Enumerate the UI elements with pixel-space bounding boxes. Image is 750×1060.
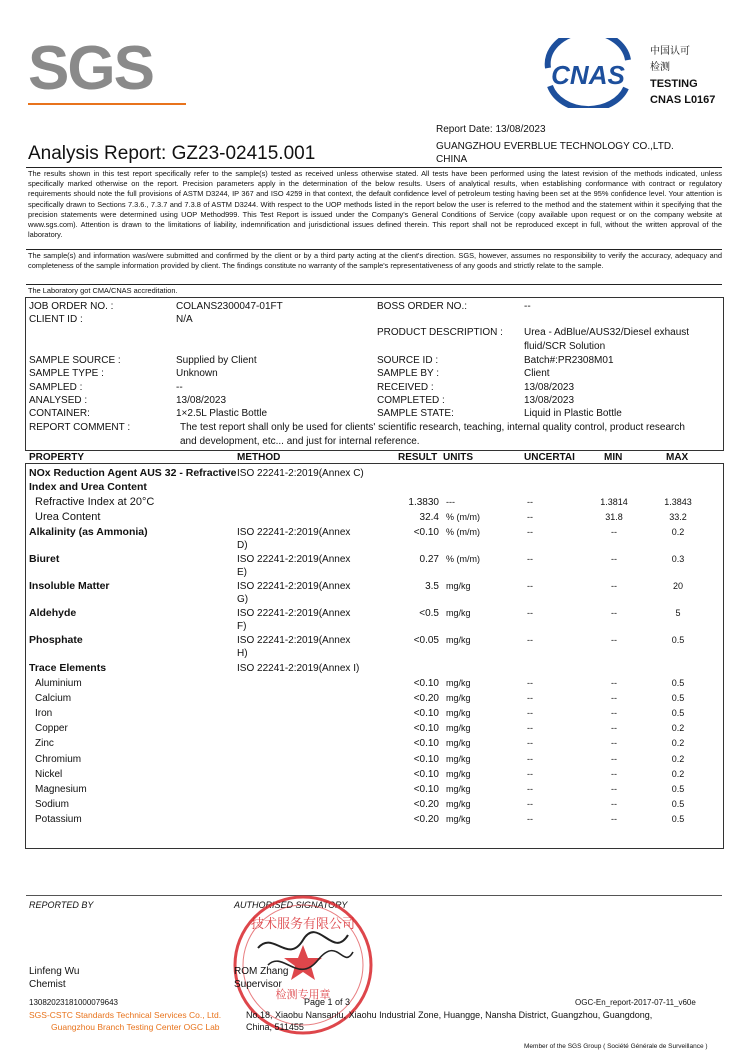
method-cell-cont: D) [237,540,248,551]
group-method: ISO 22241-2:2019(Annex C) [237,468,364,479]
reporter-title: Chemist [29,979,66,990]
units-cell: mg/kg [446,678,471,688]
report-date: Report Date: 13/08/2023 [436,124,546,135]
property-cell: Nickel [35,768,63,780]
col-header-result: RESULT [398,452,438,463]
cnas-cn1: 中国认可 [650,46,690,57]
max-cell: 0.3 [671,554,685,564]
max-cell: 0.5 [671,635,685,645]
units-cell: --- [446,497,455,507]
product-desc-value: Urea - AdBlue/AUS32/Diesel exhaust [524,327,690,338]
report-comment-line1: The test report shall only be used for clients' scientific research, teaching, internal quality control, product research [180,422,685,433]
boss-order-value: -- [524,301,531,312]
uncertainty-cell: -- [527,783,533,794]
client-id-value: N/A [176,314,193,325]
uncertainty-cell: -- [527,723,533,734]
reported-by-label: REPORTED BY [29,900,94,910]
property-cell: Phosphate [29,634,83,646]
cnas-cn2: 检测 [650,62,670,73]
sample-source-value: Supplied by Client [176,355,257,366]
source-id-value: Batch#:PR2308M01 [524,355,614,366]
min-cell: -- [611,798,617,809]
units-cell: mg/kg [446,723,471,734]
max-cell: 33.2 [669,512,687,522]
disclaimer-para3: The Laboratory got CMA/CNAS accreditation. [28,286,178,295]
result-cell: <0.10 [413,708,439,720]
analysed-value: 13/08/2023 [176,395,227,406]
min-cell: -- [611,753,617,764]
property-cell: Aluminium [35,678,82,689]
client-company [436,140,674,166]
min-cell: -- [611,635,617,645]
sample-state-value: Liquid in Plastic Bottle [524,408,622,419]
job-order-value: COLANS2300047-01FT [176,301,283,312]
container-label: CONTAINER: [29,408,90,419]
uncertainty-cell: -- [527,608,533,618]
divider [26,167,722,168]
property-cell: Biuret [29,553,60,565]
sampled-value: -- [176,382,183,393]
uncertainty-cell: -- [527,497,533,507]
max-cell: 0.5 [671,783,685,794]
min-cell: -- [611,678,617,688]
analysed-label: ANALYSED : [29,395,88,406]
max-cell: 20 [672,581,683,591]
property-cell: Aldehyde [29,607,77,619]
lab-name: SGS-CSTC Standards Technical Services Co., Ltd. [29,1010,222,1020]
product-desc-label: PRODUCT DESCRIPTION : [377,327,503,338]
result-cell: <0.5 [419,608,439,619]
result-cell: <0.10 [413,723,439,735]
max-cell: 5 [675,608,681,618]
max-cell: 0.5 [671,693,685,704]
cnas-logo [538,38,638,108]
method-cell-cont: E) [237,567,247,578]
max-cell: 0.2 [671,753,685,764]
sample-type-value: Unknown [176,368,218,379]
uncertainty-cell: -- [527,512,533,522]
cnas-testing: TESTING [650,78,698,90]
received-label: RECEIVED : [377,382,434,393]
stamp-sub: 检测专用章 [275,988,331,1001]
sample-source-label: SAMPLE SOURCE : [29,355,121,366]
property-cell: Copper [35,723,68,735]
method-cell-cont: G) [237,594,249,605]
signer-title: Supervisor [234,979,282,990]
sgs-logo-text: SGS [28,34,153,103]
units-cell: % (m/m) [446,512,480,522]
max-cell: 0.2 [671,738,685,749]
lab-address-line1: No.18, Xiaobu Nansanlu, Xiaohu Industrial Zone, Huangge, Nansha District, Guangzhou, Guangdong, [246,1010,653,1020]
reporter-name: Linfeng Wu [29,966,80,977]
result-cell: 32.4 [419,512,439,523]
client-id-label: CLIENT ID : [29,314,83,325]
result-cell: <0.10 [413,768,439,780]
result-cell: <0.10 [413,753,439,765]
report-comment-label: REPORT COMMENT : [29,422,131,433]
form-code: OGC-En_report-2017-07-11_v60e [575,998,696,1007]
min-cell: -- [611,813,617,824]
property-cell: Alkalinity (as Ammonia) [29,526,148,538]
property-cell: Chromium [35,753,82,765]
authorised-signatory-label: AUTHORISED SIGNATORY [234,900,348,910]
sgs-logo-underline [28,103,186,105]
units-cell: mg/kg [446,798,471,809]
col-header-uncertainty: UNCERTAI [524,452,575,463]
cnas-code: CNAS L0167 [650,94,716,106]
document-code: 13082023181000079643 [29,998,118,1007]
cnas-accreditation-block [650,44,715,108]
result-cell: 1.3830 [408,497,439,508]
trace-elements-title: Trace Elements [29,662,107,674]
method-cell-cont: H) [237,648,248,659]
property-cell: Calcium [35,693,72,705]
sgs-member-note: Member of the SGS Group ( Société Générale de Surveillance ) [524,1043,708,1050]
min-cell: -- [611,783,617,794]
page-number: Page 1 of 3 [304,997,351,1007]
result-cell: 0.27 [419,554,439,565]
col-header-max: MAX [666,452,689,463]
units-cell: % (m/m) [446,527,480,537]
units-cell: mg/kg [446,635,471,645]
units-cell: mg/kg [446,813,471,824]
company-name: GUANGZHOU EVERBLUE TECHNOLOGY CO.,LTD. [436,141,674,152]
property-cell: Magnesium [35,783,87,795]
result-cell: <0.05 [413,635,439,646]
trace-elements-method: ISO 22241-2:2019(Annex I) [237,663,360,674]
result-cell: <0.20 [413,693,439,705]
received-value: 13/08/2023 [524,382,575,393]
col-header-property: PROPERTY [29,452,85,463]
max-cell: 0.2 [671,723,685,734]
property-cell: Refractive Index at 20°C [35,496,155,508]
uncertainty-cell: -- [527,635,533,645]
min-cell: -- [611,723,617,734]
result-cell: <0.10 [413,783,439,795]
divider [26,284,722,285]
uncertainty-cell: -- [527,768,533,779]
uncertainty-cell: -- [527,554,533,564]
result-cell: 3.5 [425,581,439,592]
lab-branch: Guangzhou Branch Testing Center OGC Lab [51,1022,220,1032]
result-cell: <0.10 [413,527,439,538]
disclaimer-para1: The results shown in this test report specifically refer to the sample(s) tested as received unless otherwise stated. All tests have been performed using the latest revision of the methods indicated, unless specifically marked otherwise on the report. Precision parameters apply in the determination of the below results. Users of analytical results, when establishing conformance with contract or regulatory requirements should note the full provisions of ASTM D3244, IP 367 and ISO 4259 in that context, the default confidence level of petroleum testing having been set at the 95% confidence level. Your attention is specifically drawn to Sections 7.3.6., 7.3.7 and 7.3.8 of ASTM D3244. With respect to the UOP methods listed in the report below the user is referred to the method and the statement within it specifying that the precision statements were determined using UOP Method999. This Test Report is issued under the Company's General Conditions of Service (copy available upon request or on the company website at www.sgs.com). Attention is drawn to the limitations of liability, indemnification and jurisdictional issues defined therein. This report shall not be reproduced except in full, without the written approval of the laboratory. [28,169,722,240]
min-cell: -- [611,768,617,779]
min-cell: -- [611,693,617,704]
units-cell: mg/kg [446,753,471,764]
stamp-text: 技术服务有限公司 [250,917,356,932]
result-cell: <0.10 [413,738,439,750]
units-cell: mg/kg [446,693,471,704]
boss-order-label: BOSS ORDER NO.: [377,301,468,312]
col-header-min: MIN [604,452,623,463]
uncertainty-cell: -- [527,527,533,537]
completed-value: 13/08/2023 [524,395,575,406]
lab-address-line2: China, 511455 [246,1022,304,1032]
report-title: Analysis Report: GZ23-02415.001 [28,143,316,164]
min-cell: -- [611,738,617,749]
units-cell: mg/kg [446,708,471,719]
method-cell-cont: F) [237,621,247,632]
min-cell: -- [611,554,617,564]
method-cell: ISO 22241-2:2019(Annex [237,527,351,538]
uncertainty-cell: -- [527,581,533,591]
min-cell: 1.3814 [600,497,628,507]
property-cell: Potassium [35,813,82,825]
sampled-label: SAMPLED : [29,382,83,393]
col-header-units: UNITS [443,452,473,463]
result-cell: <0.10 [413,678,439,689]
container-value: 1×2.5L Plastic Bottle [176,408,268,419]
units-cell: mg/kg [446,738,471,749]
max-cell: 0.5 [671,813,685,824]
sample-by-label: SAMPLE BY : [377,368,440,379]
min-cell: -- [611,581,617,591]
max-cell: 0.2 [671,527,685,537]
col-header-method: METHOD [237,452,281,463]
max-cell: 0.2 [671,768,685,779]
min-cell: -- [611,708,617,719]
sample-by-value: Client [524,368,550,379]
source-id-label: SOURCE ID : [377,355,439,366]
units-cell: mg/kg [446,608,471,618]
job-order-label: JOB ORDER NO. : [29,301,114,312]
sgs-logo [28,34,188,108]
method-cell: ISO 22241-2:2019(Annex [237,608,351,619]
completed-label: COMPLETED : [377,395,445,406]
sample-state-label: SAMPLE STATE: [377,408,454,419]
uncertainty-cell: -- [527,708,533,719]
report-comment-line2: and development, etc... and just for internal reference. [180,436,420,447]
property-cell: Sodium [35,798,69,810]
min-cell: 31.8 [605,512,623,522]
units-cell: mg/kg [446,768,471,779]
min-cell: -- [611,608,617,618]
min-cell: -- [611,527,617,537]
sample-type-label: SAMPLE TYPE : [29,368,104,379]
property-cell: Urea Content [35,511,101,523]
method-cell: ISO 22241-2:2019(Annex [237,635,351,646]
property-cell: Zinc [35,738,54,750]
uncertainty-cell: -- [527,738,533,749]
company-country: CHINA [436,154,468,165]
disclaimer-para2: The sample(s) and information was/were submitted and confirmed by the client or by a third party acting at the client's direction. SGS, however, assumes no responsibility to verify the accuracy, adequacy and completeness of the sample information provided by client. The findings constitute no warranty of the sample's representativeness of any goods and strictly relate to the sample. [28,251,722,271]
group-title-line1: NOx Reduction Agent AUS 32 - Refractive [29,467,237,479]
method-cell: ISO 22241-2:2019(Annex [237,554,351,565]
max-cell: 0.5 [671,708,685,719]
method-cell: ISO 22241-2:2019(Annex [237,581,351,592]
group-title-line2: Index and Urea Content [29,481,147,493]
max-cell: 0.5 [671,798,685,809]
units-cell: mg/kg [446,783,471,794]
uncertainty-cell: -- [527,798,533,809]
property-cell: Insoluble Matter [29,580,110,592]
product-desc-value-2: fluid/SCR Solution [524,341,606,352]
result-cell: <0.20 [413,813,439,825]
max-cell: 0.5 [671,678,685,688]
result-cell: <0.20 [413,798,439,810]
uncertainty-cell: -- [527,678,533,688]
uncertainty-cell: -- [527,693,533,704]
units-cell: mg/kg [446,581,471,591]
max-cell: 1.3843 [664,497,692,507]
cnas-logo-text: CNAS [551,60,625,90]
uncertainty-cell: -- [527,753,533,764]
uncertainty-cell: -- [527,813,533,824]
signer-name: ROM Zhang [234,966,289,977]
units-cell: % (m/m) [446,554,480,564]
property-cell: Iron [35,708,53,720]
divider [26,249,722,250]
